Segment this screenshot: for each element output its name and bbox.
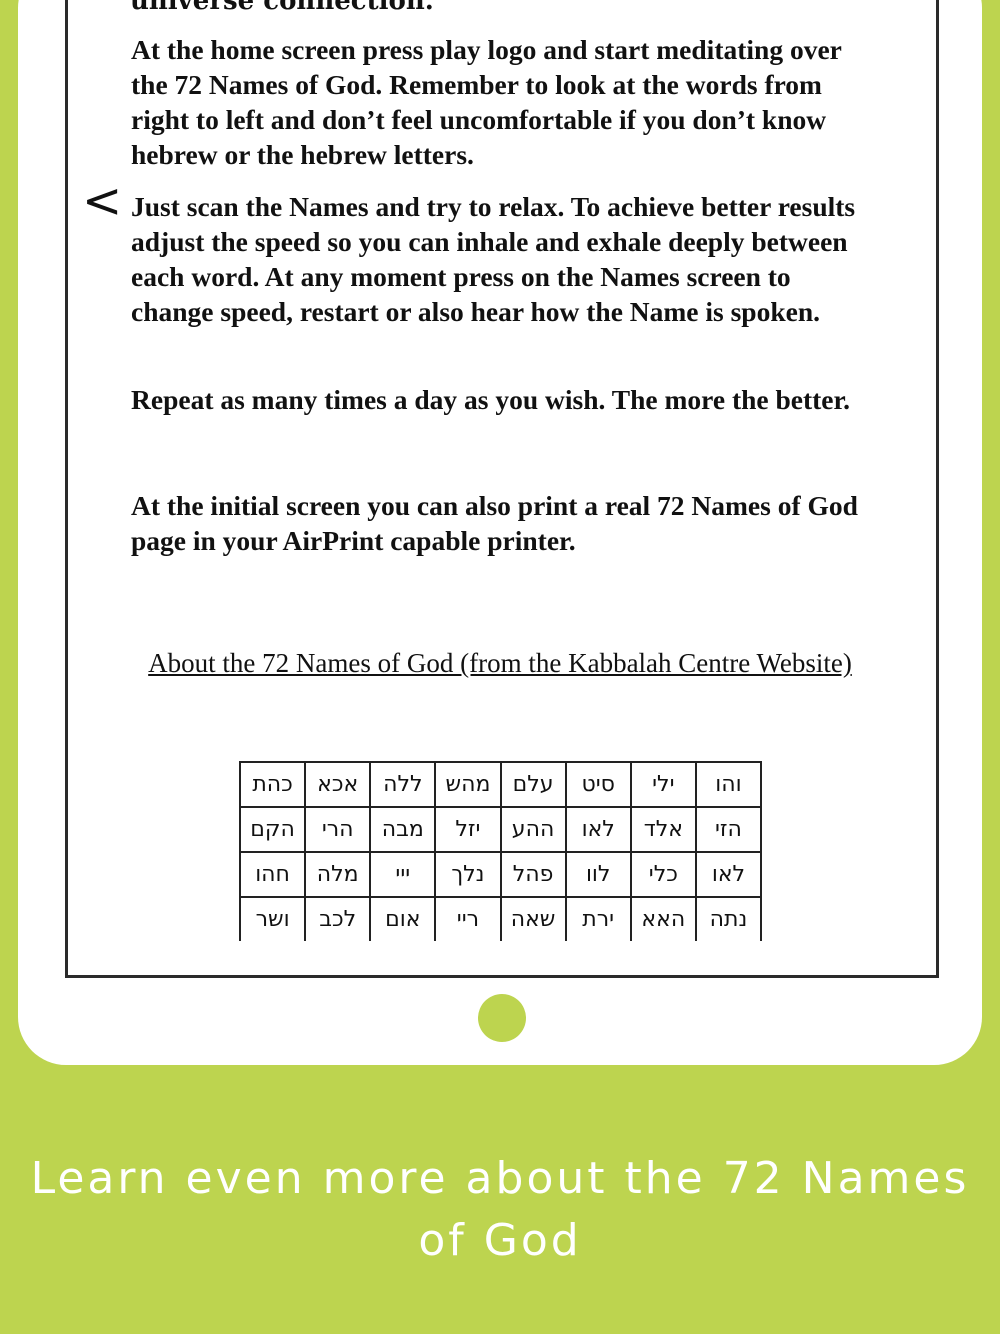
home-indicator-dot[interactable] (478, 994, 526, 1042)
instruction-paragraph-2: Just scan the Names and try to relax. To achieve better results adjust the speed so you can inhale and exhale deeply between each word. At any moment press on the Names screen to change speed, restart or also hear how the Name is spoken. (131, 191, 856, 327)
table-row (240, 852, 761, 897)
name-cell: כלי (631, 852, 696, 897)
name-cell: אלד (631, 807, 696, 852)
name-cell: ירת (566, 897, 631, 941)
name-cell: והו (696, 762, 761, 807)
name-cell: אום (370, 897, 435, 941)
cut-off-text (130, 0, 390, 6)
name-cell: הזי (696, 807, 761, 852)
name-cell: עלם (501, 762, 566, 807)
caption-text: Learn even more about the 72 Names of God (30, 1153, 970, 1266)
name-cell: יזל (435, 807, 500, 852)
name-cell: ללה (370, 762, 435, 807)
instruction-paragraph-1: At the home screen press play logo and start meditating over the 72 Names of God. Remember to look at the words from right to left and don’t feel uncomfortable if you don’t know hebrew or the hebrew letters. (131, 34, 842, 170)
name-cell: נתה (696, 897, 761, 941)
back-button[interactable]: < (82, 173, 123, 229)
table-row (240, 807, 761, 852)
name-cell: לאו (696, 852, 761, 897)
name-cell: הרי (305, 807, 370, 852)
name-cell: ילי (631, 762, 696, 807)
table-row (240, 762, 761, 807)
name-cell: מבה (370, 807, 435, 852)
name-cell: אכא (305, 762, 370, 807)
name-cell: ריי (435, 897, 500, 941)
name-cell: נלך (435, 852, 500, 897)
name-cell: לכב (305, 897, 370, 941)
name-cell: שאה (501, 897, 566, 941)
name-cell: פהל (501, 852, 566, 897)
name-cell: הקם (240, 807, 305, 852)
name-cell: כהת (240, 762, 305, 807)
name-cell: ושר (240, 897, 305, 941)
name-cell: האא (631, 897, 696, 941)
name-cell: סיט (566, 762, 631, 807)
name-cell: מהש (435, 762, 500, 807)
names-table (239, 761, 762, 941)
name-cell: לוו (566, 852, 631, 897)
name-cell: מלה (305, 852, 370, 897)
about-link[interactable]: About the 72 Names of God (from the Kabbalah Centre Website) (148, 648, 852, 678)
name-cell: ייי (370, 852, 435, 897)
table-row (240, 897, 761, 941)
name-cell: חהו (240, 852, 305, 897)
instruction-paragraph-3: Repeat as many times a day as you wish. The more the better. (131, 384, 851, 415)
name-cell: לאו (566, 807, 631, 852)
name-cell: ההע (501, 807, 566, 852)
instruction-paragraph-4: At the initial screen you can also print a real 72 Names of God page in your AirPrint capable printer. (131, 490, 858, 556)
